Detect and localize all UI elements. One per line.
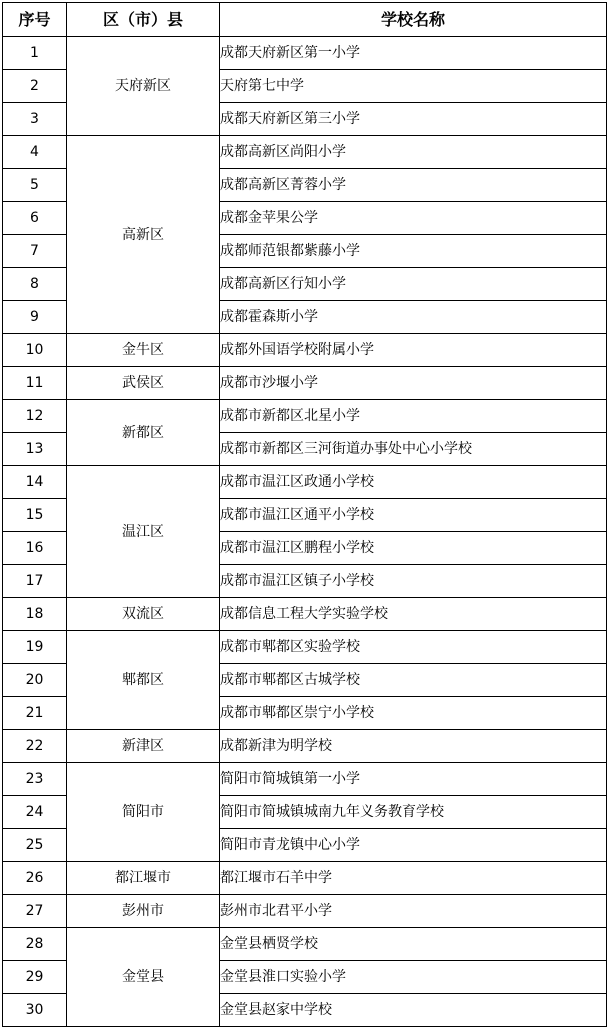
school-name-cell: 成都师范银都紫藤小学 (220, 235, 607, 268)
row-number: 26 (3, 862, 67, 895)
school-name-cell: 成都市温江区镇子小学校 (220, 565, 607, 598)
row-number: 19 (3, 631, 67, 664)
row-number: 2 (3, 70, 67, 103)
school-name-cell: 成都高新区菁蓉小学 (220, 169, 607, 202)
row-number: 23 (3, 763, 67, 796)
row-number: 20 (3, 664, 67, 697)
table-row (3, 730, 607, 763)
row-number: 18 (3, 598, 67, 631)
school-name-cell: 成都市郫都区古城学校 (220, 664, 607, 697)
row-number: 11 (3, 367, 67, 400)
school-name-cell: 金堂县赵家中学校 (220, 994, 607, 1027)
table-row (3, 763, 607, 796)
district-cell: 双流区 (67, 598, 220, 631)
row-number: 14 (3, 466, 67, 499)
table-row (3, 862, 607, 895)
district-cell: 天府新区 (67, 37, 220, 136)
table-row (3, 400, 607, 433)
row-number: 7 (3, 235, 67, 268)
school-name-cell: 成都市郫都区实验学校 (220, 631, 607, 664)
header-number: 序号 (3, 3, 67, 37)
row-number: 10 (3, 334, 67, 367)
school-name-cell: 成都市沙堰小学 (220, 367, 607, 400)
table-row (3, 37, 607, 70)
school-name-cell: 成都市温江区鹏程小学校 (220, 532, 607, 565)
school-name-cell: 成都市温江区政通小学校 (220, 466, 607, 499)
district-cell: 彭州市 (67, 895, 220, 928)
header-district: 区（市）县 (67, 3, 220, 37)
school-name-cell: 简阳市简城镇城南九年义务教育学校 (220, 796, 607, 829)
school-name-cell: 成都外国语学校附属小学 (220, 334, 607, 367)
row-number: 5 (3, 169, 67, 202)
table-row (3, 928, 607, 961)
district-cell: 高新区 (67, 136, 220, 334)
row-number: 29 (3, 961, 67, 994)
district-cell: 都江堰市 (67, 862, 220, 895)
district-cell: 简阳市 (67, 763, 220, 862)
row-number: 13 (3, 433, 67, 466)
row-number: 28 (3, 928, 67, 961)
row-number: 30 (3, 994, 67, 1027)
school-name-cell: 成都天府新区第一小学 (220, 37, 607, 70)
school-name-cell: 金堂县淮口实验小学 (220, 961, 607, 994)
table-row (3, 136, 607, 169)
school-table (2, 2, 607, 1027)
row-number: 21 (3, 697, 67, 730)
row-number: 22 (3, 730, 67, 763)
row-number: 17 (3, 565, 67, 598)
school-name-cell: 金堂县栖贤学校 (220, 928, 607, 961)
school-name-cell: 成都信息工程大学实验学校 (220, 598, 607, 631)
district-cell: 新都区 (67, 400, 220, 466)
table-row (3, 895, 607, 928)
header-school-name: 学校名称 (220, 3, 607, 37)
district-cell: 郫都区 (67, 631, 220, 730)
header-row (3, 3, 607, 37)
table-row (3, 466, 607, 499)
row-number: 25 (3, 829, 67, 862)
row-number: 3 (3, 103, 67, 136)
row-number: 1 (3, 37, 67, 70)
row-number: 9 (3, 301, 67, 334)
school-name-cell: 成都天府新区第三小学 (220, 103, 607, 136)
row-number: 15 (3, 499, 67, 532)
school-name-cell: 成都金苹果公学 (220, 202, 607, 235)
school-name-cell: 成都高新区尚阳小学 (220, 136, 607, 169)
school-name-cell: 彭州市北君平小学 (220, 895, 607, 928)
school-name-cell: 成都市新都区北星小学 (220, 400, 607, 433)
row-number: 4 (3, 136, 67, 169)
table-row (3, 631, 607, 664)
row-number: 24 (3, 796, 67, 829)
district-cell: 金牛区 (67, 334, 220, 367)
school-name-cell: 天府第七中学 (220, 70, 607, 103)
school-name-cell: 成都市郫都区崇宁小学校 (220, 697, 607, 730)
school-name-cell: 成都霍森斯小学 (220, 301, 607, 334)
school-name-cell: 成都市新都区三河街道办事处中心小学校 (220, 433, 607, 466)
school-name-cell: 简阳市简城镇第一小学 (220, 763, 607, 796)
row-number: 27 (3, 895, 67, 928)
school-name-cell: 都江堰市石羊中学 (220, 862, 607, 895)
row-number: 12 (3, 400, 67, 433)
school-name-cell: 成都市温江区通平小学校 (220, 499, 607, 532)
table-row (3, 334, 607, 367)
school-name-cell: 简阳市青龙镇中心小学 (220, 829, 607, 862)
district-cell: 武侯区 (67, 367, 220, 400)
district-cell: 温江区 (67, 466, 220, 598)
table-row (3, 598, 607, 631)
row-number: 16 (3, 532, 67, 565)
district-cell: 新津区 (67, 730, 220, 763)
district-cell: 金堂县 (67, 928, 220, 1027)
table-row (3, 367, 607, 400)
table-body (3, 37, 607, 1027)
school-name-cell: 成都高新区行知小学 (220, 268, 607, 301)
row-number: 6 (3, 202, 67, 235)
school-name-cell: 成都新津为明学校 (220, 730, 607, 763)
row-number: 8 (3, 268, 67, 301)
